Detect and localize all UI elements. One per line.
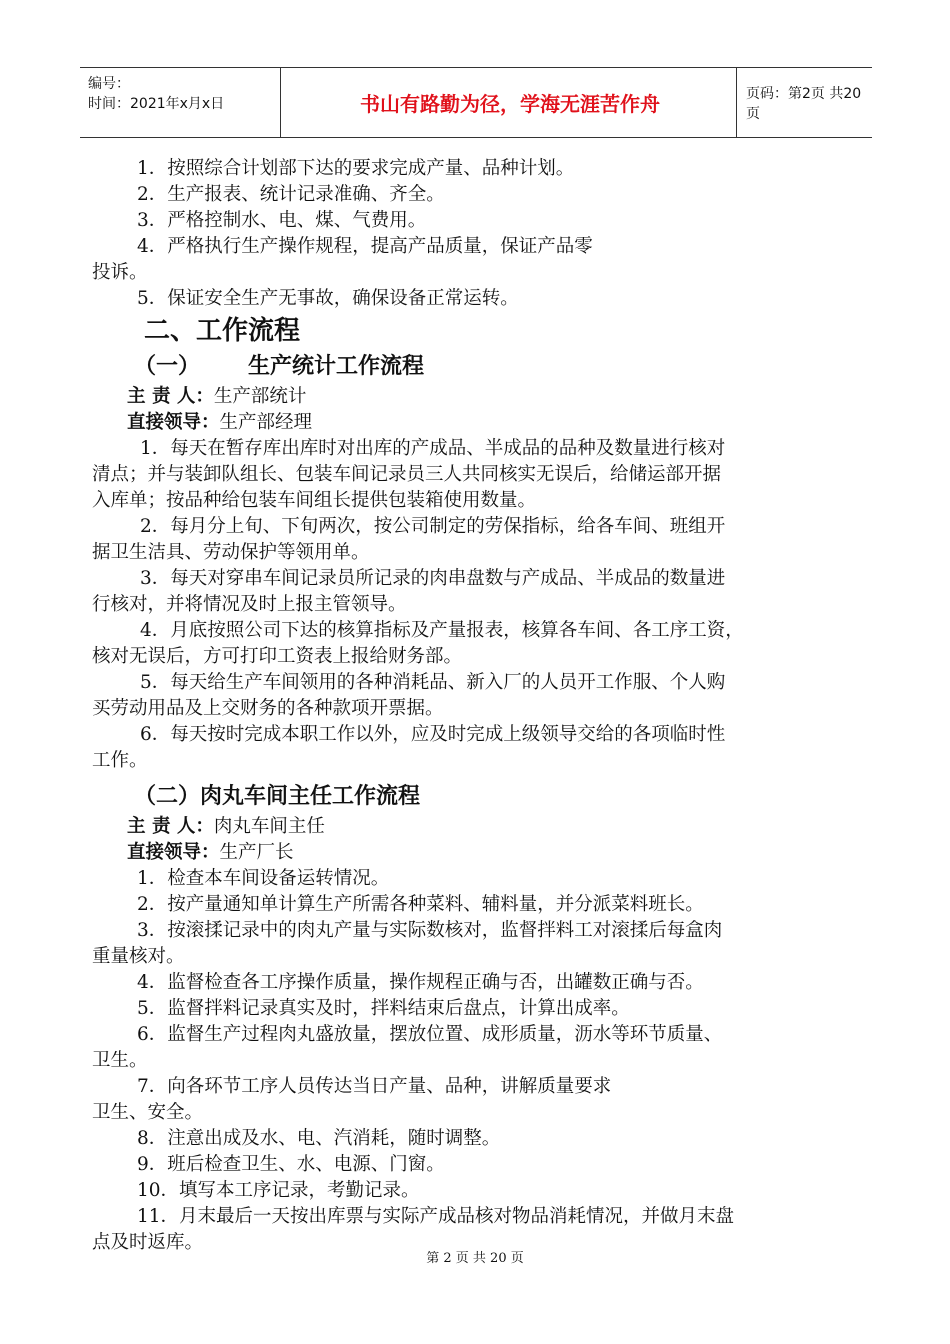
- duty-line: 1．按照综合计划部下达的要求完成产量、品种计划。: [137, 158, 575, 179]
- leader-row: [92, 840, 872, 866]
- responsible-value: 肉丸车间主任: [213, 816, 325, 837]
- header-divider: [280, 68, 281, 137]
- paragraph-line: 2．每月分上旬、下旬两次，按公司制定的劳保指标，给各车间、班组开: [140, 516, 726, 537]
- paragraph-line: 卫生、安全。: [92, 1102, 204, 1123]
- subsection-name: 生产统计工作流程: [248, 354, 425, 379]
- time-label: 时间：2021年x月x日: [88, 96, 225, 112]
- responsible-row: [92, 814, 872, 840]
- paragraph-line: 重量核对。: [92, 946, 185, 967]
- paragraph-line: 据卫生洁具、劳动保护等领用单。: [92, 542, 370, 563]
- paragraph-line: 1．检查本车间设备运转情况。: [137, 868, 390, 889]
- paragraph-line: 工作。: [92, 750, 148, 771]
- leader-value: 生产厂长: [219, 842, 294, 863]
- section-title: 二、工作流程: [144, 316, 301, 346]
- paragraph-line: 6．每天按时完成本职工作以外，应及时完成上级领导交给的各项临时性: [140, 724, 726, 745]
- duty-line: 5．保证安全生产无事故，确保设备正常运转。: [137, 288, 519, 309]
- duty-line: 投诉。: [92, 262, 148, 283]
- paragraph-line: 买劳动用品及上交财务的各种款项开票据。: [92, 698, 444, 719]
- paragraph-line: 1．每天在暂存库出库时对出库的产成品、半成品的品种及数量进行核对: [140, 438, 726, 459]
- leader-value: 生产部经理: [219, 412, 313, 433]
- paragraph-line: 5．监督拌料记录真实及时，拌料结束后盘点，计算出成率。: [137, 998, 630, 1019]
- paragraph-line: 4．监督检查各工序操作质量，操作规程正确与否，出罐数正确与否。: [137, 972, 704, 993]
- paragraph-line: 3．每天对穿串车间记录员所记录的肉串盘数与产成品、半成品的数量进: [140, 568, 726, 589]
- paragraph-line: 卫生。: [92, 1050, 148, 1071]
- paragraph-line: 入库单；按品种给包装车间组长提供包装箱使用数量。: [92, 490, 537, 511]
- paragraph-line: 5．每天给生产车间领用的各种消耗品、新入厂的人员开工作服、个人购: [140, 672, 726, 693]
- paragraph-line: 行核对，并将情况及时上报主管领导。: [92, 594, 407, 615]
- leader-row: [92, 410, 872, 436]
- page-header: [80, 67, 872, 138]
- paragraph-line: 4．月底按照公司下达的核算指标及产量报表，核算各车间、各工序工资，: [140, 620, 744, 641]
- header-meta: [88, 74, 224, 114]
- paragraph-line: 8．注意出成及水、电、汽消耗，随时调整。: [137, 1128, 501, 1149]
- subsection-title-2: （二）肉丸车间主任工作流程: [134, 784, 421, 809]
- responsible-label: 主 责 人：: [127, 386, 214, 407]
- duty-line: 2．生产报表、统计记录准确、齐全。: [137, 184, 445, 205]
- paragraph-line: 2．按产量通知单计算生产所需各种菜料、辅料量，并分派菜料班长。: [137, 894, 704, 915]
- number-label: 编号：: [88, 76, 130, 92]
- paragraph-line: 10．填写本工序记录，考勤记录。: [137, 1180, 420, 1201]
- paragraph-line: 3．按滚揉记录中的肉丸产量与实际数核对，监督拌料工对滚揉后每盒肉: [137, 920, 723, 941]
- paragraph-line: 7．向各环节工序人员传达当日产量、品种，讲解质量要求: [137, 1076, 612, 1097]
- subsection-number: （一）: [134, 354, 201, 379]
- paragraph-line: 清点；并与装卸队组长、包装车间记录员三人共同核实无误后，给储运部开据: [92, 464, 722, 485]
- header-page-info: 页码：第2页 共20页: [746, 85, 862, 122]
- page-footer: 第 2 页 共 20 页: [426, 1251, 524, 1266]
- leader-label: 直接领导：: [127, 412, 220, 433]
- document-body: [92, 156, 872, 1256]
- header-divider: [736, 68, 737, 137]
- responsible-label: 主 责 人：: [127, 816, 214, 837]
- duty-line: 3．严格控制水、电、煤、气费用。: [137, 210, 427, 231]
- paragraph-line: 11．月末最后一天按出库票与实际产成品核对物品消耗情况，并做月末盘: [137, 1206, 735, 1227]
- paragraph-line: 6．监督生产过程肉丸盛放量，摆放位置、成形质量，沥水等环节质量、: [137, 1024, 723, 1045]
- header-motto: 书山有路勤为径，学海无涯苦作舟: [360, 92, 660, 116]
- paragraph-line: 点及时返库。: [92, 1232, 204, 1253]
- paragraph-line: 核对无误后，方可打印工资表上报给财务部。: [92, 646, 463, 667]
- leader-label: 直接领导：: [127, 842, 220, 863]
- duty-line: 4．严格执行生产操作规程，提高产品质量，保证产品零: [137, 236, 593, 257]
- paragraph-line: 9．班后检查卫生、水、电源、门窗。: [137, 1154, 445, 1175]
- responsible-row: [92, 384, 872, 410]
- responsible-value: 生产部统计: [213, 386, 307, 407]
- subsection-title-1: [92, 350, 872, 384]
